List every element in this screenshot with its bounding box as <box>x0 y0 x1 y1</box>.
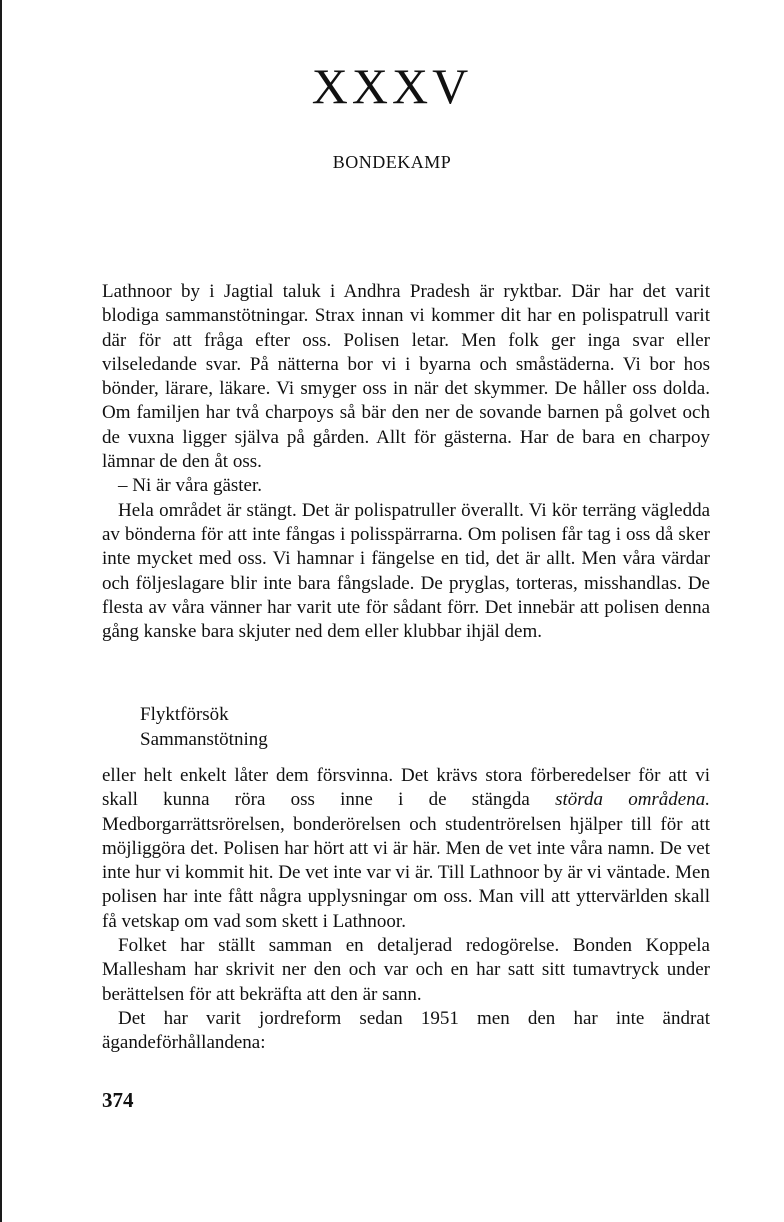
paragraph-6: Det har varit jordreform sedan 1951 men den har inte ändrat ägandeförhållandena: <box>102 1007 710 1054</box>
paragraph-4-start: eller helt enkelt låter dem försvinna. Det krävs stora förberedelser för att vi skall kunna röra oss inne i de stängda <box>102 765 710 811</box>
chapter-number: XXXV <box>311 58 473 114</box>
page-left-edge <box>0 0 2 1222</box>
body-text-upper <box>102 280 710 644</box>
paragraph-1: Lathnoor by i Jagtial taluk i Andhra Pradesh är ryktbar. Där har det varit blodiga sammanstötningar. Strax innan vi kommer dit har en polispatrull varit där för att fråga efter oss. Polisen letar. Men folk ger inga svar eller vilseledande svar. På nätterna bor vi i byarna och småstäderna. Vi bor hos bönder, lärare, läkare. Vi smyger oss in när det skymmer. De håller oss dolda. Om familjen har två charpoys så bär den ner de sovande barnen på golvet och de vuxna ligger själva på gården. Allt för gästerna. Har de bara en charpoy lämnar de den åt oss. <box>102 281 710 473</box>
body-text-lower <box>102 764 710 1056</box>
verse-line-1: Flyktförsök <box>140 704 229 725</box>
verse-block <box>140 702 268 752</box>
chapter-title: BONDEKAMP <box>332 152 452 172</box>
paragraph-3: Hela området är stängt. Det är polispatruller överallt. Vi kör terräng vägledda av bönderna för att inte fångas i polisspärrarna. Om polisen får tag i oss då sker inte mycket med oss. Vi hamnar i fängelse en tid, det är allt. Men våra värdar och följeslagare blir inte bara fångslade. De pryglas, torteras, misshandlas. De flesta av våra vänner har varit ute för sådant förr. Det innebär att polisen denna gång kanske bara skjuter ned dem eller klubbar ihjäl dem. <box>102 499 710 643</box>
paragraph-dialogue: – Ni är våra gäster. <box>118 475 263 497</box>
verse-line-2: Sammanstötning <box>140 729 268 750</box>
page-number: 374 <box>102 1088 134 1112</box>
paragraph-5: Folket har ställt samman en detaljerad redogörelse. Bonden Koppela Mallesham har skrivit ner den och var och en har satt sitt tumavtryck under berättelsen för att bekräfta att den är sann. <box>102 935 710 1005</box>
paragraph-4 <box>102 764 710 934</box>
paragraph-4-end: Medborgarrättsrörelsen, bonderörelsen och studentrörelsen hjälper till för att möjliggöra det. Polisen har hört att vi är här. Men de vet inte våra namn. De vet inte hur vi kommit hit. De vet inte var vi är. Till Lathnoor by är vi väntade. Men polisen har inte fått några upplysningar om oss. Man vill att yttervärlden skall få vetskap om vad som skett i Lathnoor. <box>102 813 710 932</box>
paragraph-4-italic: störda områdena. <box>555 789 710 811</box>
